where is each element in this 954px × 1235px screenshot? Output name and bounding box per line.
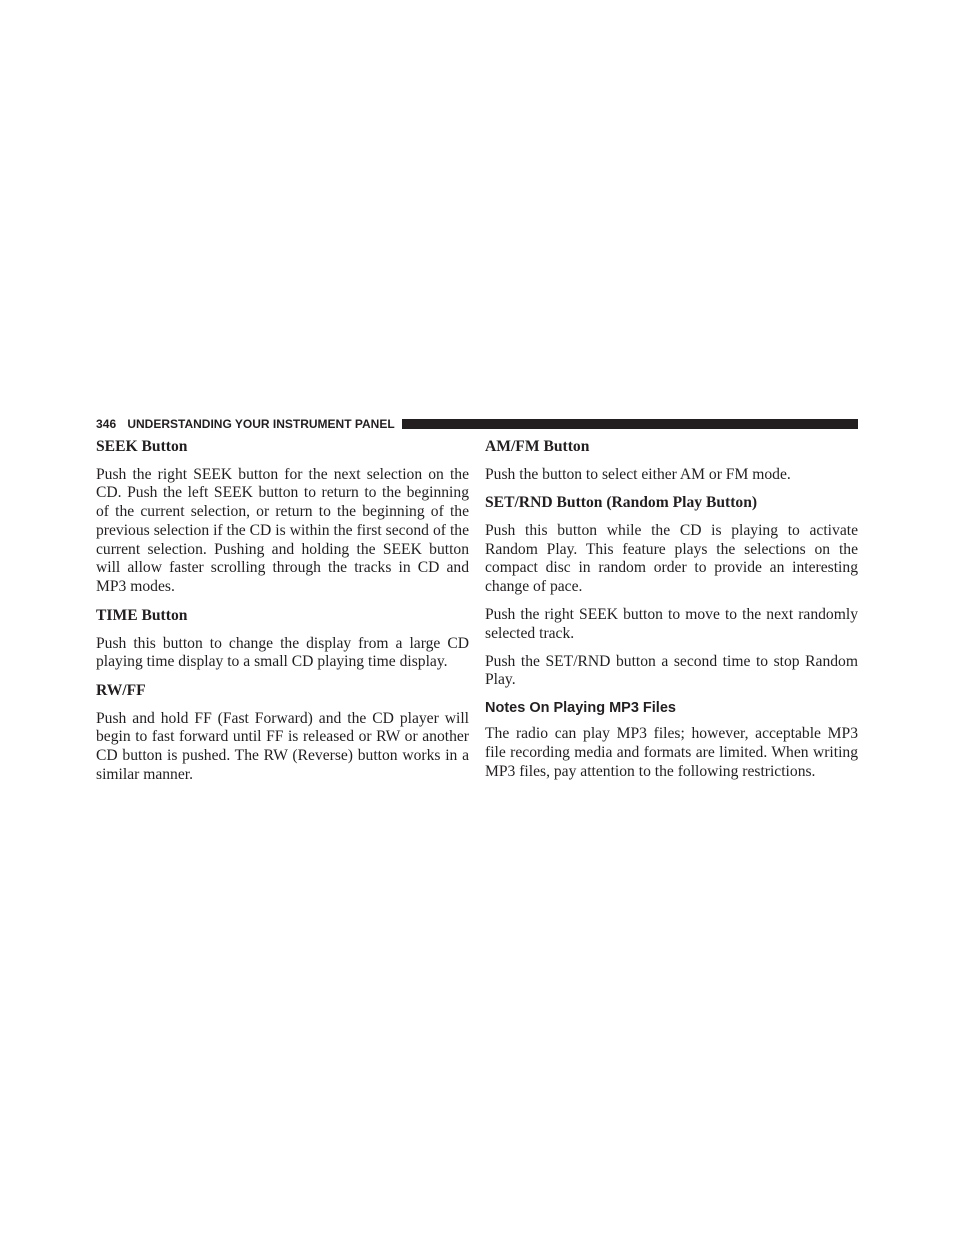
mp3-notes-text: The radio can play MP3 files; however, acceptable MP3 file recording media and formats are limited. When writing MP3 files, pay attention to the following restrictions. bbox=[485, 725, 858, 780]
seek-button-text: Push the right SEEK button for the next selection on the CD. Push the left SEEK button to return to the beginning of the current selection, or return to the beginning of the previous selection if the CD is within the first second of the current selection. Pushing and holding the SEEK button will allow faster scrolling through the tracks in CD and MP3 modes. bbox=[96, 465, 469, 596]
rw-ff-heading: RW/FF bbox=[96, 682, 146, 700]
set-rnd-text-2: Push the right SEEK button to move to the next randomly selected track. bbox=[485, 605, 858, 642]
time-button-text: Push this button to change the display from a large CD playing time display to a small CD playing time display. bbox=[96, 634, 469, 671]
header-rule-bar bbox=[402, 419, 858, 429]
rw-ff-text: Push and hold FF (Fast Forward) and the CD player will begin to fast forward until FF is released or RW or another CD button is pushed. The RW (Reverse) button works in a similar manner. bbox=[96, 709, 469, 784]
set-rnd-text-3: Push the SET/RND button a second time to stop Random Play. bbox=[485, 652, 858, 689]
mp3-notes-heading: Notes On Playing MP3 Files bbox=[485, 700, 676, 717]
right-column bbox=[485, 437, 858, 791]
set-rnd-button-heading: SET/RND Button (Random Play Button) bbox=[485, 494, 758, 512]
set-rnd-text-1: Push this button while the CD is playing to activate Random Play. This feature plays the selections on the compact disc in random order to provide an interesting change of pace. bbox=[485, 521, 858, 596]
left-column bbox=[96, 437, 469, 794]
seek-button-heading: SEEK Button bbox=[96, 438, 188, 455]
am-fm-button-text: Push the button to select either AM or FM mode. bbox=[485, 465, 791, 483]
page-header bbox=[96, 417, 858, 431]
am-fm-button-heading: AM/FM Button bbox=[485, 438, 590, 455]
section-title: UNDERSTANDING YOUR INSTRUMENT PANEL bbox=[127, 417, 395, 431]
page-number: 346 bbox=[96, 417, 117, 431]
time-button-heading: TIME Button bbox=[96, 607, 188, 625]
